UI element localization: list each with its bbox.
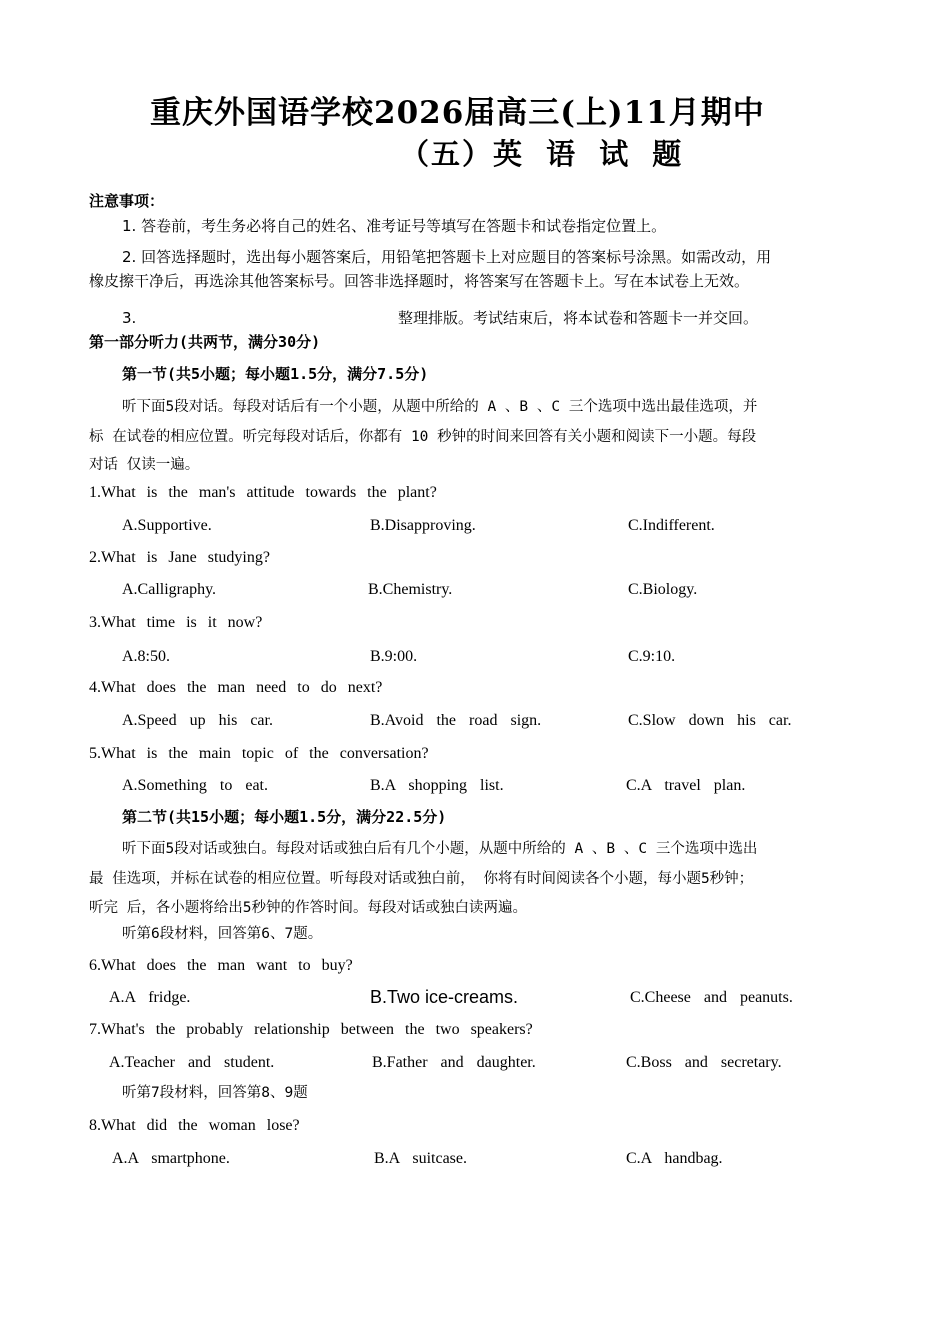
option-c: C.A travel plan. [626,777,746,794]
option-c: C.Biology. [628,581,698,598]
notice-item-2-line1: 2. 回答选择题时，选出每小题答案后，用铅笔把答题卡上对应题目的答案标号涂黑。如需改动，用 [122,248,772,266]
section1-heading: 第一节(共5小题；每小题1.5分，满分7.5分) [122,365,429,383]
question-stem: 7.What's the probably relationship between the two speakers? [89,1021,533,1038]
question-stem: 2.What is Jane studying? [89,549,270,566]
option-a: A.A fridge. [109,989,191,1006]
material-7-instruction: 听第7段材料，回答第8、9题 [122,1085,308,1101]
question-stem: 1.What is the man's attitude towards the plant? [89,484,437,501]
option-b: B.A shopping list. [370,777,504,794]
option-c: C.Cheese and peanuts. [630,989,793,1006]
section2-intro-line3: 听完 后，各小题将给出5秒钟的作答时间。每段对话或独白读两遍。 [89,900,527,916]
option-b: B.Disapproving. [370,517,476,534]
exam-title-line2: （五）英 语 试 题 [400,137,684,171]
notice-item-2-line2: 橡皮擦干净后，再选涂其他答案标号。回答非选择题时，将答案写在答题卡上。写在本试卷上无效。 [89,272,750,290]
option-b: B.Two ice-creams. [370,987,519,1007]
option-c: C.A handbag. [626,1150,723,1167]
option-a: A.Teacher and student. [109,1054,275,1071]
option-b: B.Father and daughter. [372,1054,536,1071]
option-c: C.Boss and secretary. [626,1054,782,1071]
section1-intro-line1: 听下面5段对话。每段对话后有一个小题，从题中所给的 A 、B 、C 三个选项中选出最佳选项，并 [122,399,758,415]
option-a: A.Supportive. [122,517,212,534]
notice-item-1: 1. 答卷前，考生务必将自己的姓名、准考证号等填写在答题卡和试卷指定位置上。 [122,217,667,235]
option-b: B.Chemistry. [368,581,453,598]
question-stem: 6.What does the man want to buy? [89,957,353,974]
option-a: A.A smartphone. [112,1150,230,1167]
option-c: C.9:10. [628,648,676,665]
notice-item-3-number: 3. [122,309,137,327]
notice-heading: 注意事项： [89,192,165,210]
question-stem: 8.What did the woman lose? [89,1117,300,1134]
notice-item-3-text: 整理排版。考试结束后，将本试卷和答题卡一并交回。 [398,309,759,327]
option-b: B.A suitcase. [374,1150,467,1167]
part1-heading: 第一部分听力(共两节，满分30分) [89,333,321,351]
option-c: C.Indifferent. [628,517,715,534]
exam-title-line1: 重庆外国语学校2026届高三(上)11月期中 [150,95,765,131]
material-6-instruction: 听第6段材料，回答第6、7题。 [122,926,323,942]
option-a: A.Calligraphy. [122,581,217,598]
option-a: A.Speed up his car. [122,712,273,729]
section1-intro-line2: 标 在试卷的相应位置。听完每段对话后，你都有 10 秒钟的时间来回答有关小题和阅读下一小题。每段 [89,429,757,445]
question-stem: 5.What is the main topic of the conversation? [89,745,429,762]
question-stem: 3.What time is it now? [89,614,263,631]
option-c: C.Slow down his car. [628,712,792,729]
option-b: B.9:00. [370,648,418,665]
section1-intro-line3: 对话 仅读一遍。 [89,457,200,473]
option-a: A.8:50. [122,648,170,665]
section2-heading: 第二节(共15小题；每小题1.5分，满分22.5分) [122,808,447,826]
question-stem: 4.What does the man need to do next? [89,679,383,696]
section2-intro-line2: 最 佳选项，并标在试卷的相应位置。听每段对话或独白前， 你将有时间阅读各个小题，每小题5秒钟； [89,871,754,887]
option-b: B.Avoid the road sign. [370,712,542,729]
option-a: A.Something to eat. [122,777,268,794]
section2-intro-line1: 听下面5段对话或独白。每段对话或独白后有几个小题，从题中所给的 A 、B 、C 三个选项中选出 [122,841,758,857]
